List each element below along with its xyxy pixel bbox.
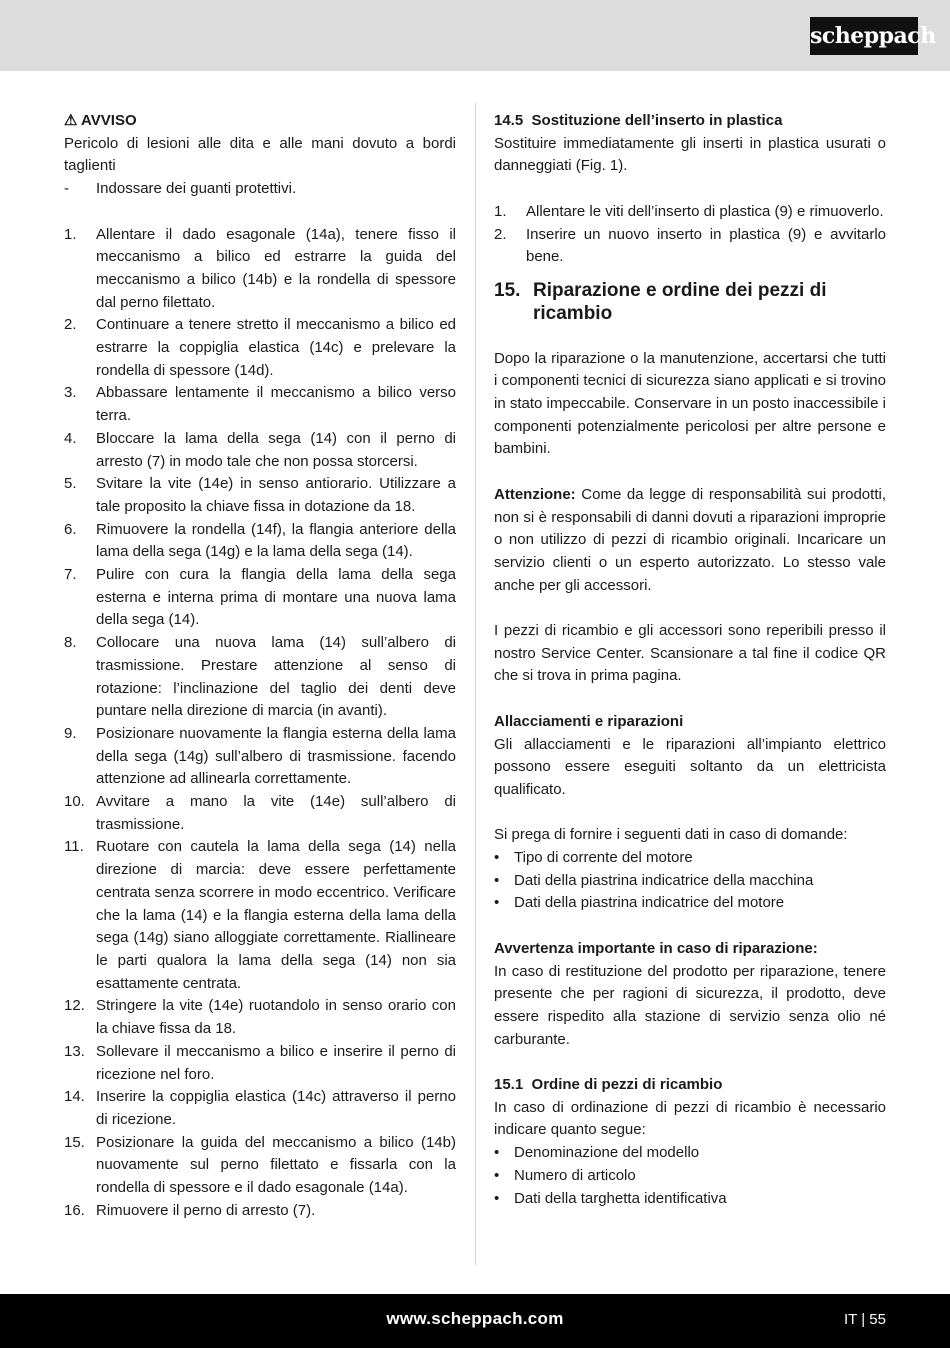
- step-text: Inserire un nuovo inserto in plastica (9) e avvitarlo bene.: [526, 225, 886, 266]
- step-item: [64, 1200, 456, 1223]
- list-item: • Tipo di corrente del motore: [494, 847, 886, 870]
- section-15-1-title: 15.1 Ordine di pezzi di ricambio: [494, 1076, 723, 1093]
- step-text: Allentare le viti dell’inserto di plastica (9) e rimuoverlo.: [526, 202, 884, 220]
- step-number: 8.: [64, 634, 77, 652]
- step-item: [64, 836, 456, 995]
- list-item: • Dati della piastrina indicatrice della macchina: [494, 870, 886, 893]
- step-text: Inserire la coppiglia elastica (14c) attraverso il perno di ricezione.: [96, 1088, 456, 1128]
- step-text: Posizionare la guida del meccanismo a bilico (14b) nuovamente sul perno filettato e fissarla con la rondella di spessore e il dado esagonale (14a).: [96, 1133, 456, 1197]
- step-item: [64, 1086, 456, 1131]
- step-text: Allentare il dado esagonale (14a), tenere fisso il meccanismo a bilico ed estrarre la guida del meccanismo a bilico (14b) e la rondella di spessore dal perno filettato.: [96, 225, 456, 311]
- step-number: 3.: [64, 384, 77, 402]
- step-text: Bloccare la lama della sega (14) con il perno di arresto (7) in modo tale che non possa storcersi.: [96, 429, 456, 470]
- step-number: 13.: [64, 1042, 85, 1060]
- step-number: 10.: [64, 793, 85, 811]
- list-item: • Dati della targhetta identificativa: [494, 1188, 886, 1211]
- attention-paragraph: [494, 484, 886, 598]
- page-footer: [0, 1294, 950, 1348]
- warning-title: ⚠ AVVISO: [64, 112, 137, 129]
- step-text: Sollevare il meccanismo a bilico e inserire il perno di ricezione nel foro.: [96, 1042, 456, 1083]
- step-text: Avvitare a mano la vite (14e) sull’albero di trasmissione.: [96, 793, 456, 833]
- step-number: 14.: [64, 1088, 85, 1106]
- section-14-5-title: 14.5 Sostituzione dell’inserto in plastica: [494, 112, 783, 129]
- list-item: • Dati della piastrina indicatrice del motore: [494, 892, 886, 915]
- step-number: 5.: [64, 475, 77, 493]
- step-text: Continuare a tenere stretto il meccanismo a bilico ed estrarre la coppiglia elastica (14c) e prelevare la rondella di spessore (14d).: [96, 316, 456, 379]
- step-text: Svitare la vite (14e) in senso antiorario. Utilizzare a tale proposito la chiave fissa in dotazione da 18.: [96, 475, 456, 515]
- connections-text: Gli allacciamenti e le riparazioni all’impianto elettrico possono essere eseguiti soltanto da un elettricista qualificato.: [494, 735, 886, 798]
- step-number: 6.: [64, 520, 77, 538]
- step-item: [494, 224, 886, 269]
- step-number: 11.: [64, 838, 84, 856]
- step-text: Ruotare con cautela la lama della sega (14) nella direzione di marcia: deve essere perfettamente centrata senza scorrere in modo eccentrico. Verificare che la lama (14) e la flangia esterna della lama della sega (14g) siano alloggiate correttamente. Riallineare le parti qualora la lama della sega (14) non sia esattamente centrata.: [96, 838, 456, 992]
- step-text: Collocare una nuova lama (14) sull’albero di trasmissione. Prestare attenzione al senso di rotazione: l’inclinazione del taglio dei denti deve puntare nella direzione di marcia (in avanti).: [96, 634, 456, 720]
- data-list: [494, 847, 886, 915]
- step-item: [64, 632, 456, 723]
- warning-item: - Indossare dei guanti protettivi.: [64, 178, 456, 201]
- step-number: 7.: [64, 566, 77, 584]
- step-number: 1.: [64, 225, 77, 243]
- step-text: Rimuovere il perno di arresto (7).: [96, 1201, 316, 1219]
- step-number: 1.: [494, 202, 507, 220]
- page-number: IT | 55: [844, 1311, 886, 1328]
- section-15-heading: [494, 279, 886, 325]
- left-column: [64, 110, 456, 1222]
- step-item: [494, 201, 886, 224]
- step-number: 12.: [64, 997, 85, 1015]
- section-15-number: 15.: [494, 279, 521, 301]
- connections-title: Allacciamenti e riparazioni: [494, 712, 684, 730]
- list-item: • Numero di articolo: [494, 1165, 886, 1188]
- data-intro: Si prega di fornire i seguenti dati in caso di domande:: [494, 826, 848, 844]
- column-divider: [475, 103, 476, 1265]
- website-link[interactable]: www.scheppach.com: [386, 1309, 564, 1328]
- page-header: [0, 0, 950, 71]
- section-15-paragraph: Dopo la riparazione o la manutenzione, accertarsi che tutti i componenti tecnici di sicurezza siano applicati e si trovino in stato impeccabile. Conservare in un posto inaccessibile i componenti potenzialmente pericolosi per altre persone e bambini.: [494, 349, 886, 458]
- plastic-insert-steps: [494, 201, 886, 269]
- warning-text: Pericolo di lesioni alle dita e alle mani dovuto a bordi taglienti: [64, 134, 456, 175]
- step-text: Abbassare lentamente il meccanismo a bilico verso terra.: [96, 384, 456, 425]
- list-item: • Denominazione del modello: [494, 1142, 886, 1165]
- blade-replacement-steps: [64, 224, 456, 1223]
- step-item: [64, 382, 456, 427]
- step-number: 15.: [64, 1133, 85, 1151]
- section-15-title: Riparazione e ordine dei pezzi di ricambio: [533, 279, 827, 324]
- attention-label: Attenzione:: [494, 485, 576, 503]
- step-number: 2.: [494, 225, 507, 243]
- step-number: 9.: [64, 724, 77, 742]
- step-item: [64, 428, 456, 473]
- step-text: Rimuovere la rondella (14f), la flangia anteriore della lama della sega (14g) e la lama della sega (14).: [96, 520, 456, 561]
- step-number: 16.: [64, 1201, 85, 1219]
- step-item: [64, 519, 456, 564]
- section-15-1-text: In caso di ordinazione di pezzi di ricambio è necessario indicare quanto segue:: [494, 1098, 886, 1139]
- step-text: Posizionare nuovamente la flangia esterna della lama della sega (14g) sull’albero di trasmissione. facendo attenzione ad allinearla correttamente.: [96, 724, 456, 788]
- step-item: [64, 224, 456, 315]
- order-list: [494, 1142, 886, 1210]
- scheppach-logo: scheppach: [810, 17, 918, 55]
- step-number: 4.: [64, 429, 77, 447]
- step-text: Pulire con cura la flangia della lama della sega esterna e interna prima di montare una nuova lama della sega (14).: [96, 566, 456, 629]
- step-item: [64, 995, 456, 1040]
- warning-list: [64, 178, 456, 201]
- section-14-5-text: Sostituire immediatamente gli inserti in plastica usurati o danneggiati (Fig. 1).: [494, 134, 886, 175]
- attention-text: Come da legge di responsabilità sui prodotti, non si è responsabili di danni dovuti a riparazioni improprie o non utilizzo di pezzi di ricambio originali. Incaricare un servizio clienti o un esperto autorizzato. Lo stesso vale anche per gli accessori.: [494, 485, 886, 594]
- step-item: [64, 473, 456, 518]
- spare-parts-paragraph: I pezzi di ricambio e gli accessori sono reperibili presso il nostro Service Center. Scansionare a tal fine il codice QR che si trova in prima pagina.: [494, 622, 886, 685]
- repair-notice-text: In caso di restituzione del prodotto per riparazione, tenere presente che per ragioni di sicurezza, il prodotto, deve essere rispedito alla stazione di servizio senza olio né carburante.: [494, 962, 886, 1048]
- step-item: [64, 791, 456, 836]
- step-item: [64, 314, 456, 382]
- step-item: [64, 1041, 456, 1086]
- step-item: [64, 723, 456, 791]
- step-item: [64, 564, 456, 632]
- step-text: Stringere la vite (14e) ruotandolo in senso orario con la chiave fissa da 18.: [96, 997, 456, 1038]
- step-item: [64, 1132, 456, 1200]
- step-number: 2.: [64, 316, 77, 334]
- repair-notice-title: Avvertenza importante in caso di riparazione:: [494, 939, 818, 957]
- right-column: [494, 110, 886, 1210]
